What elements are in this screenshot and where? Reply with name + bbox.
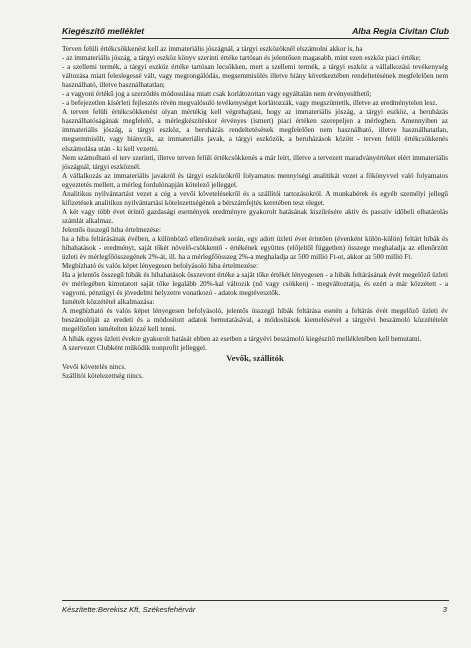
paragraph: Ha a jelentős összegű hibák és hibahatások összevont értéke a saját tőke értékét lényegesen - a hibák feltárásának évét megelőző üzleti év mérlegében kimutatott saját tőke legalább 20%-kal változik (nő vagy csökken) - megváltoztatja, és ezért a már közzétett - a vagyoni, pénzügyi és jövedelmi helyzetre vonatkozó - adatok megtévesztők. xyxy=(62,271,448,298)
paragraph: - az immateriális jószág, a tárgyi eszköz könyv szerinti értéke tartósan és jelentősen magasabb, mint ezen eszköz piaci értéke; xyxy=(62,54,421,63)
paragraph: A hibák egyes üzleti évekre gyakorolt hatását ebben az esetben a tárgyévi beszámoló kiegészítő mellékletében kell bemutatni. xyxy=(62,334,422,343)
paragraph: A két vagy több évet érintő gazdasági események eredményre gyakorolt hatásának kiszűrésére aktív és passzív időbeli elhatárolás számlát alkalmaz. xyxy=(62,207,448,225)
paragraph: ha a hiba feltárásának évében, a különböző ellenőrzések során, egy adott üzleti évet érintően (évenként külön-külön) feltárt hibák és hibahatások - eredményt, saját tőkét növelő-csökkentő - értékének együttes (előjeltől független) összege meghaladja az ellenőrzött üzleti év mérlegfőösszegének 2%-át, ill. ha a mérlegfőösszeg 2%-a meghaladja az 500 millió Ft-ot, akkor az 500 millió Ft. xyxy=(62,234,448,262)
paragraph: Megbízható és valós képet lényegesen befolyásoló hiba értelmezése: xyxy=(62,262,259,271)
section-heading: Vevők, szállítók xyxy=(226,352,284,363)
paragraph: Analitikus nyilvántartást vezet a cég a vevői követelésekről és a szállítói tartozásokról. A munkabérek és egyéb személyi jellegű kifizetések analitikus nyilvántartási kötelezettségének a bérszámfejtés keretében tesz eleget. xyxy=(62,189,448,207)
page-number: 3 xyxy=(442,605,447,614)
closing-line: Szállítói kötelezettség nincs. xyxy=(62,371,144,380)
paragraph: - a befejezetlen kísérleti fejlesztés révén megvalósuló tevékenységet korlátozzák, vagy megszüntetik, illetve az eredménytelen lesz. xyxy=(62,99,438,108)
paragraph: Ismételt közzététel alkalmazása: xyxy=(62,298,155,307)
paragraph: - a vagyoni értékű jog a szerződés módosulása miatt csak korlátozottan vagy egyáltalán nem érvényesíthető; xyxy=(62,90,372,99)
page-footer xyxy=(62,600,449,615)
header-organization: Alba Regia Civitan Club xyxy=(352,26,449,36)
paragraph: Terven felüli értékcsökkenést kell az immateriális jószágnál, a tárgyi eszközöknél elszámolni akkor is, ha xyxy=(62,45,363,53)
paragraph: A terven felüli értékcsökkenést olyan mértékig kell végrehajtani, hogy az immateriális jószág, a tárgyi eszköz, a beruházás használhatóságának megfelelő, a mérlegkészítéskor érvényes (ismert) piaci értéken szerepeljen a mérlegben. Amennyiben az immateriális jószág, a tárgyi eszköz, a beruházás rendeltetésének megfelelően nem használható, illetve használhatatlan, megsemmisült, vagy hiányzik, az immateriális javak, a tárgyi eszközök, a beruházások között - terven felüli értékcsökkenés elszámolása után - ki kell vezetni. xyxy=(62,108,448,153)
paragraph: Nem számolható el terv szerinti, illetve terven felüli értékcsökkenés a már leírt, illetve a tervezett maradványértéket elért immateriális jószágnál, tárgyi eszköznél. xyxy=(62,153,448,171)
body-text xyxy=(62,45,448,381)
paragraph: A megbízható és valós képet lényegesen befolyásoló, jelentős összegű hibák feltárása esetén a feltárás évét megelőző üzleti év beszámolóját az eredeti és a módosított adatok bemutatásával, a módosítások kiemelésével a tárgyévi beszámoló közzétételét megelőzően ismételten közzé kell tenni. xyxy=(62,307,448,334)
paragraph: - a szellemi termék, a tárgyi eszköz értéke tartósan lecsökken, mert a szellemi termék, a tárgyi eszköz a vállalkozási tevékenység változása miatt feleslegessé vált, vagy megrongálódás, megsemmisülés illetve hiány következtében rendeltetésének megfelelően nem használható, illetve használhatatlan; xyxy=(62,63,448,90)
footer-author: Készítette:Berekisz Kft, Székesfehérvár xyxy=(62,605,196,614)
paragraph: A vállalkozás az immateriális javakról és tárgyi eszközökről folyamatos mennyiségi analitikát vezet a főkönyvvel való folyamatos egyeztetés mellett, a mérleg fordulónapján kötelező jelleggel. xyxy=(62,171,448,189)
page-header xyxy=(62,24,449,39)
paragraph: A szervezet Clubként működik nonprofit jelleggel. xyxy=(62,343,207,352)
header-title: Kiegészítő melléklet xyxy=(62,26,145,36)
closing-line: Vevői követelés nincs. xyxy=(62,362,127,371)
paragraph: Jelentős összegű hiba értelmezése: xyxy=(62,225,161,234)
